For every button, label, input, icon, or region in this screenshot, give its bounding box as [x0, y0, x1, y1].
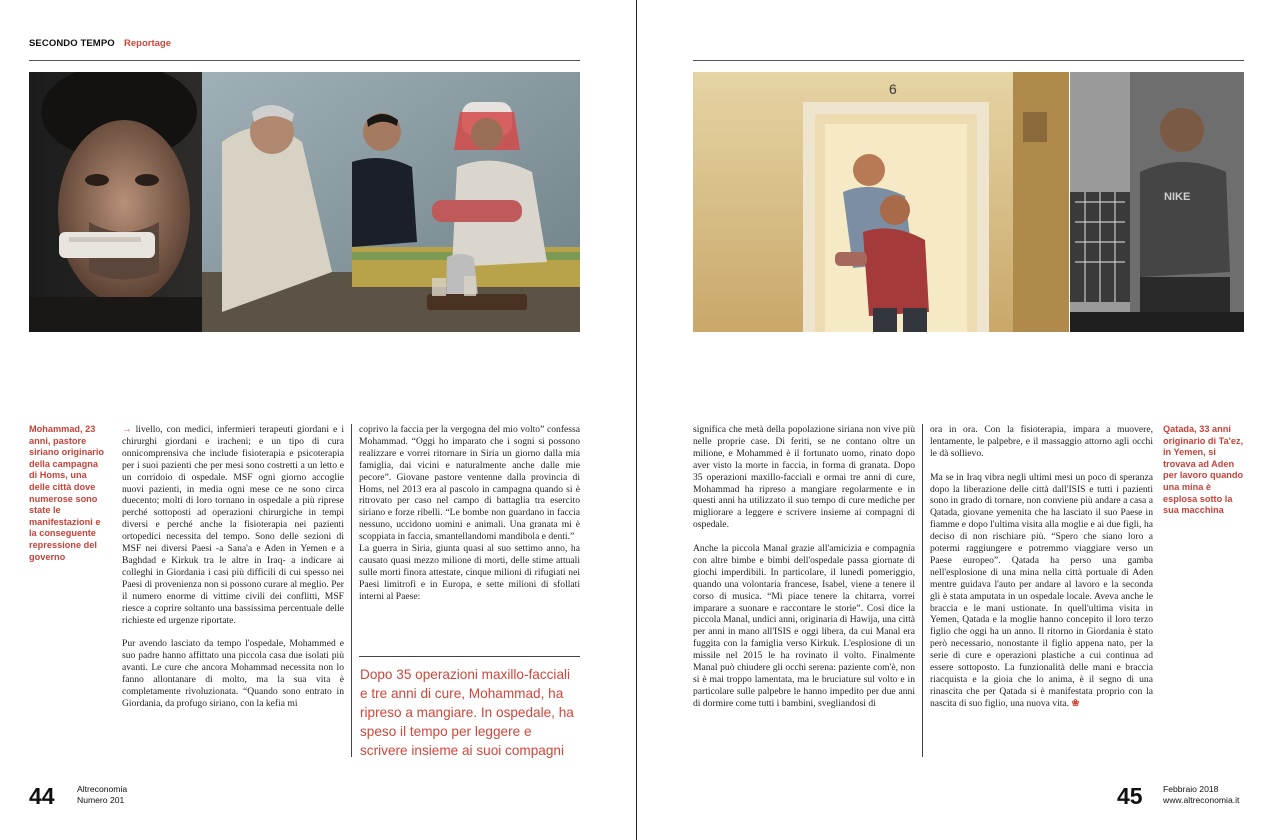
- photo-doorway-piggyback: [693, 72, 1069, 332]
- end-mark-icon: ❀: [1071, 697, 1080, 709]
- section-tag: Reportage: [124, 38, 171, 49]
- photo-qatada-portrait: [1070, 72, 1244, 332]
- caption-qatada: Qatada, 33 anni originario di Ta'ez, in Yemen, si trovava ad Aden per lavoro quando una mina è esplosa sotto la sua macchina: [1163, 424, 1244, 516]
- caption-mohammad: Mohammad, 23 anni, pastore siriano originario della campagna di Homs, una delle città dove numerose sono state le manifestazioni e la conseguente repressione del governo: [29, 424, 105, 562]
- col1-paragraph-2: Pur avendo lasciato da tempo l'ospedale, Mohammed e suo padre hanno affittato una piccola casa due isolati più avanti. Le cure che ancora Mohammad necessita non lo fanno allontanare di molto, ma la sua vita è completamente rivoluzionata. “Quando sono entrato in Giordania, da profugo siriano, con la kefia mi: [122, 638, 344, 709]
- header-rule-right: [693, 60, 1244, 61]
- section-label: SECONDO TEMPO: [29, 38, 115, 49]
- col3-paragraph-1: significa che metà della popolazione siriana non vive più nelle proprie case. Di feriti, se ne contano oltre un milione, e Mohammed è il fortunato uomo, rinato dopo aver visto la morte in faccia, in forma di granata. Dopo 35 operazioni maxillo-facciali e ormai tre anni di cure, Mohammad ha ripreso a mangiare regolarmente e in questi anni ha utilizzato il suo tempo di cure mediche per migliorare a leggere e scrivere insieme ai compagni di ospedale.: [693, 424, 915, 531]
- column-divider-left: [351, 424, 352, 757]
- col2-paragraph-1: coprivo la faccia per la vergogna del mio volto” confessa Mohammad. “Oggi ho imparato che i sogni si possono realizzare e vorrei ritornare in Siria un giorno dalla mia famiglia, dai vicini e naturalmente anche dalle mie pecore”. Giovane pastore ventenne dalla provincia di Homs, nel 2013 era al pascolo in campagna quando si è ritrovato per caso nel campo di battaglia tra esercito siriano e forze ribelli. “Le bombe non guardano in faccia nessuno, uccidono uomini e animali. Una granata mi è scoppiata in faccia, smantellandomi mandibola e denti.”: [359, 424, 580, 543]
- footer-magazine-name: Altreconomia: [77, 784, 128, 794]
- col4-paragraph-2: Ma se in Iraq vibra negli ultimi mesi un poco di speranza dopo la liberazione delle città dall'ISIS e tutti i pazienti sono in grado di tornare, non conviene più andare a casa a Qatada, giovane yemenita che ha lasciato il suo Paese in fiamme e dopo l'ultima visita alla moglie e ai due figli, ha deciso di non rischiare più. “Spero che siano loro a potermi raggiungere e potremmo viaggiare verso un Paese europeo”. Qatada ha perso una gamba nell'esplosione di una mina nella città portuale di Aden mentre guidava l'auto per andare al lavoro e la seconda gli è stata amputata in un ospedale locale. Aveva anche le braccia e le mani ustionate. In quell'ultima visita in Yemen, Qatada e la moglie hanno concepito il loro terzo figlio che oggi ha un anno. Il ritorno in Giordania è stato però necessario, nonostante il figlio appena nato, per la serie di cure e operazioni plastiche a cui continua ad essere sottoposto. La funzionalità delle mani e braccia riacquista e la gioia che lo anima, è il segno di una rinascita che per Qatada si è manifestata proprio con la nascita di suo figlio, una nuova vita. ❀: [930, 471, 1153, 709]
- pullquote-rule: [359, 656, 580, 657]
- pullquote: Dopo 35 operazioni maxillo-facciali e tre anni di cure, Mohammad, ha ripreso a mangiare. In ospedale, ha speso il tempo per leggere e scrivere insieme ai suoi compagni: [360, 667, 574, 758]
- col2-paragraph-2: La guerra in Siria, giunta quasi al suo settimo anno, ha causato quasi mezzo milione di morti, delle stime attuali sulle morti finora attestate, cinque milioni di rifugiati nei Paesi limitrofi e in Europa, e sette milioni di sfollati interni al Paese:: [359, 543, 580, 602]
- body-column-1: [122, 424, 344, 710]
- col3-paragraph-2: Anche la piccola Manal grazie all'amicizia e compagnia con altre bimbe e bimbi dell'ospedale passa giornate di giochi imperdibili. In particolare, il lunedì pomeriggio, quando una volontaria francese, Isabel, viene a tenere il corso di musica. “Mi piace tenere la chitarra, vorrei imparare a suonare e raccontare le storie”. Così dice la piccola Manal, undici anni, originaria di Hawija, una città per anni in mano all'ISIS e oggi libera, da cui Manal era fuggita con la famiglia verso Kirkuk. L'esplosione di un missile nel 2015 le ha rovinato il volto. Finalmente Manal può chiudere gli occhi serena: paziente com'è, non si è mai troppo lamentata, ma le bruciature sul volto e in particolare sulle palpebre le hanno impedito per due anni di dormire come tutti i bambini, svegliandosi di: [693, 543, 915, 709]
- body-column-2: [359, 424, 580, 603]
- page-number-right: 45: [1117, 783, 1143, 809]
- header-rule-left: [29, 60, 580, 61]
- col4-paragraph-1: ora in ora. Con la fisioterapia, impara a muovere, lentamente, le palpebre, e il massaggio attorno agli occhi le dà sollievo.: [930, 424, 1153, 459]
- footer-issue-number: Numero 201: [77, 795, 125, 805]
- col1-paragraph-1: → livello, con medici, infermieri terapeuti giordani e i chirurghi giordani e iracheni; e un tipo di cura onnicomprensiva che include fisioterapia e psicoterapia per i suoi pazienti che per mesi sono costretti a un letto e un corridoio di ospedale. MSF ogni giorno accoglie nuovi pazienti, in media ogni mese ce ne sono circa duecento; molti di loro tornano in ospedale a più riprese perché sottoposti ad operazioni chirurgiche in tempi diversi e perché anche la fisioterapia nei pazienti ortopedici necessita del tempo. Sono delle sezioni di MSF nei diversi Paesi -a Sana'a e Aden in Yemen e a Baghdad e Kirkuk tra le altre in Iraq- a indicare ai colleghi in Giordania i casi più difficili di cui spesso nei Paesi di provenienza non si possono curare al meglio. Per il numero enorme di vittime civili dei conflitti, MSF riesce a coprire soltanto una bassissima percentuale delle richieste ed urgenze riportate.: [122, 424, 344, 626]
- body-column-4: [930, 424, 1153, 710]
- door-number: 6: [889, 81, 897, 97]
- footer-date: Febbraio 2018: [1163, 784, 1219, 794]
- body-column-3: [693, 424, 915, 710]
- shirt-text: NIKE: [1164, 191, 1191, 203]
- photo-mohammad-portrait: [29, 72, 202, 332]
- continuation-arrow: →: [122, 424, 132, 435]
- page-number-left: 44: [29, 783, 55, 809]
- photo-family-room: [202, 72, 580, 332]
- footer-url: www.altreconomia.it: [1163, 795, 1240, 805]
- column-divider-right: [922, 424, 923, 757]
- page-gutter: [636, 0, 637, 840]
